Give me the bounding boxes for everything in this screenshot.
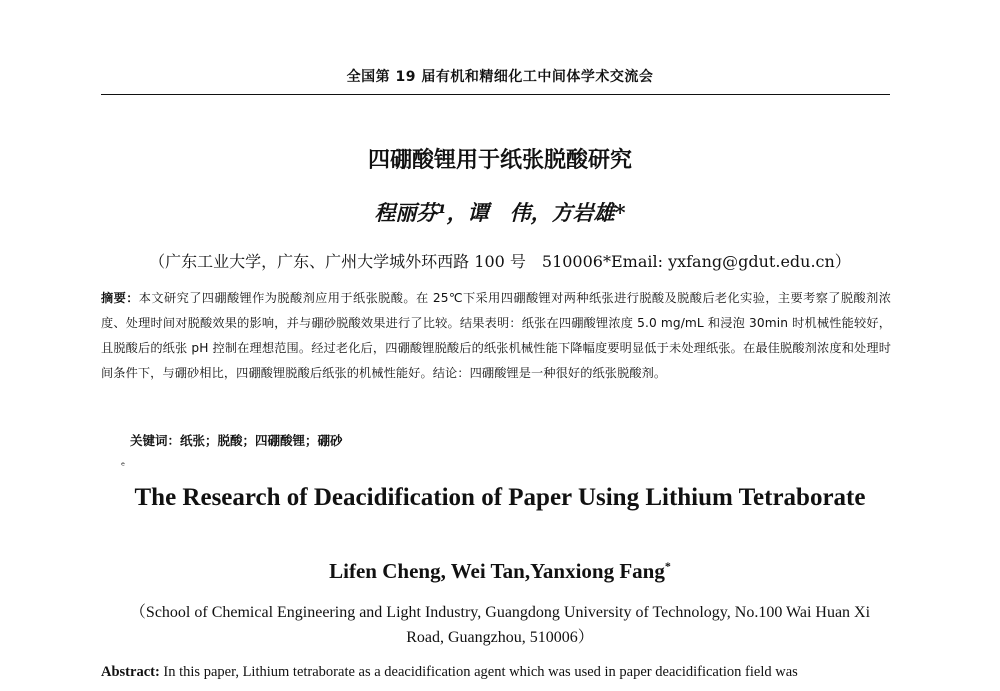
chinese-keywords-label: 关键词： [130,433,181,448]
chinese-authors: 程丽芬¹，谭 伟，方岩雄* [374,200,626,225]
header-rule [101,94,890,95]
scan-speck: ᵉ [121,461,126,472]
chinese-keywords [130,431,343,449]
running-header: 全国第 19 届有机和精细化工中间体学术交流会 [346,69,654,85]
chinese-abstract-text: 本文研究了四硼酸锂作为脱酸剂应用于纸张脱酸。在 25℃下采用四硼酸锂对两种纸张进行脱酸及脱酸后老化实验，主要考察了脱酸剂浓度、处理时间对脱酸效果的影响，并与硼砂脱酸效果进行了比较。结果表明：纸张在四硼酸锂浓度 5.0 mg/mL 和浸泡 30min 时机械性能较好，且脱酸后的纸张 pH 控制在理想范围。经过老化后，四硼酸锂脱酸后的纸张机械性能下降幅度要明显低于未处理纸张。在最佳脱酸剂浓度和处理时间条件下，与硼砂相比，四硼酸锂脱酸后纸张的机械性能好。结论：四硼酸锂是一种很好的纸张脱酸剂。 [101,291,891,380]
english-abstract [101,664,891,681]
chinese-keywords-text: 纸张；脱酸；四硼酸锂；硼砂 [180,433,343,448]
chinese-abstract [101,286,891,386]
english-abstract-text: In this paper, Lithium tetraborate as a deacidification agent which was used in paper deacidification field was [163,664,798,680]
english-abstract-label: Abstract: [101,664,160,680]
english-authors-names: Lifen Cheng, Wei Tan,Yanxiong Fang [329,559,665,583]
chinese-title: 四硼酸锂用于纸张脱酸研究 [367,148,632,173]
english-authors [0,559,1000,584]
chinese-abstract-label: 摘要： [101,291,139,305]
chinese-affiliation: （广东工业大学，广东、广州大学城外环西路 100 号 510006*Email: yxfang@gdut.edu.cn） [149,252,851,271]
english-affiliation: （School of Chemical Engineering and Light Industry, Guangdong University of Technology, No.100 Wai Huan Xi Road, Guangzhou, 510006） [129,604,871,646]
corresponding-author-mark: * [664,559,671,573]
english-title: The Research of Deacidification of Paper Using Lithium Tetraborate [134,484,866,511]
